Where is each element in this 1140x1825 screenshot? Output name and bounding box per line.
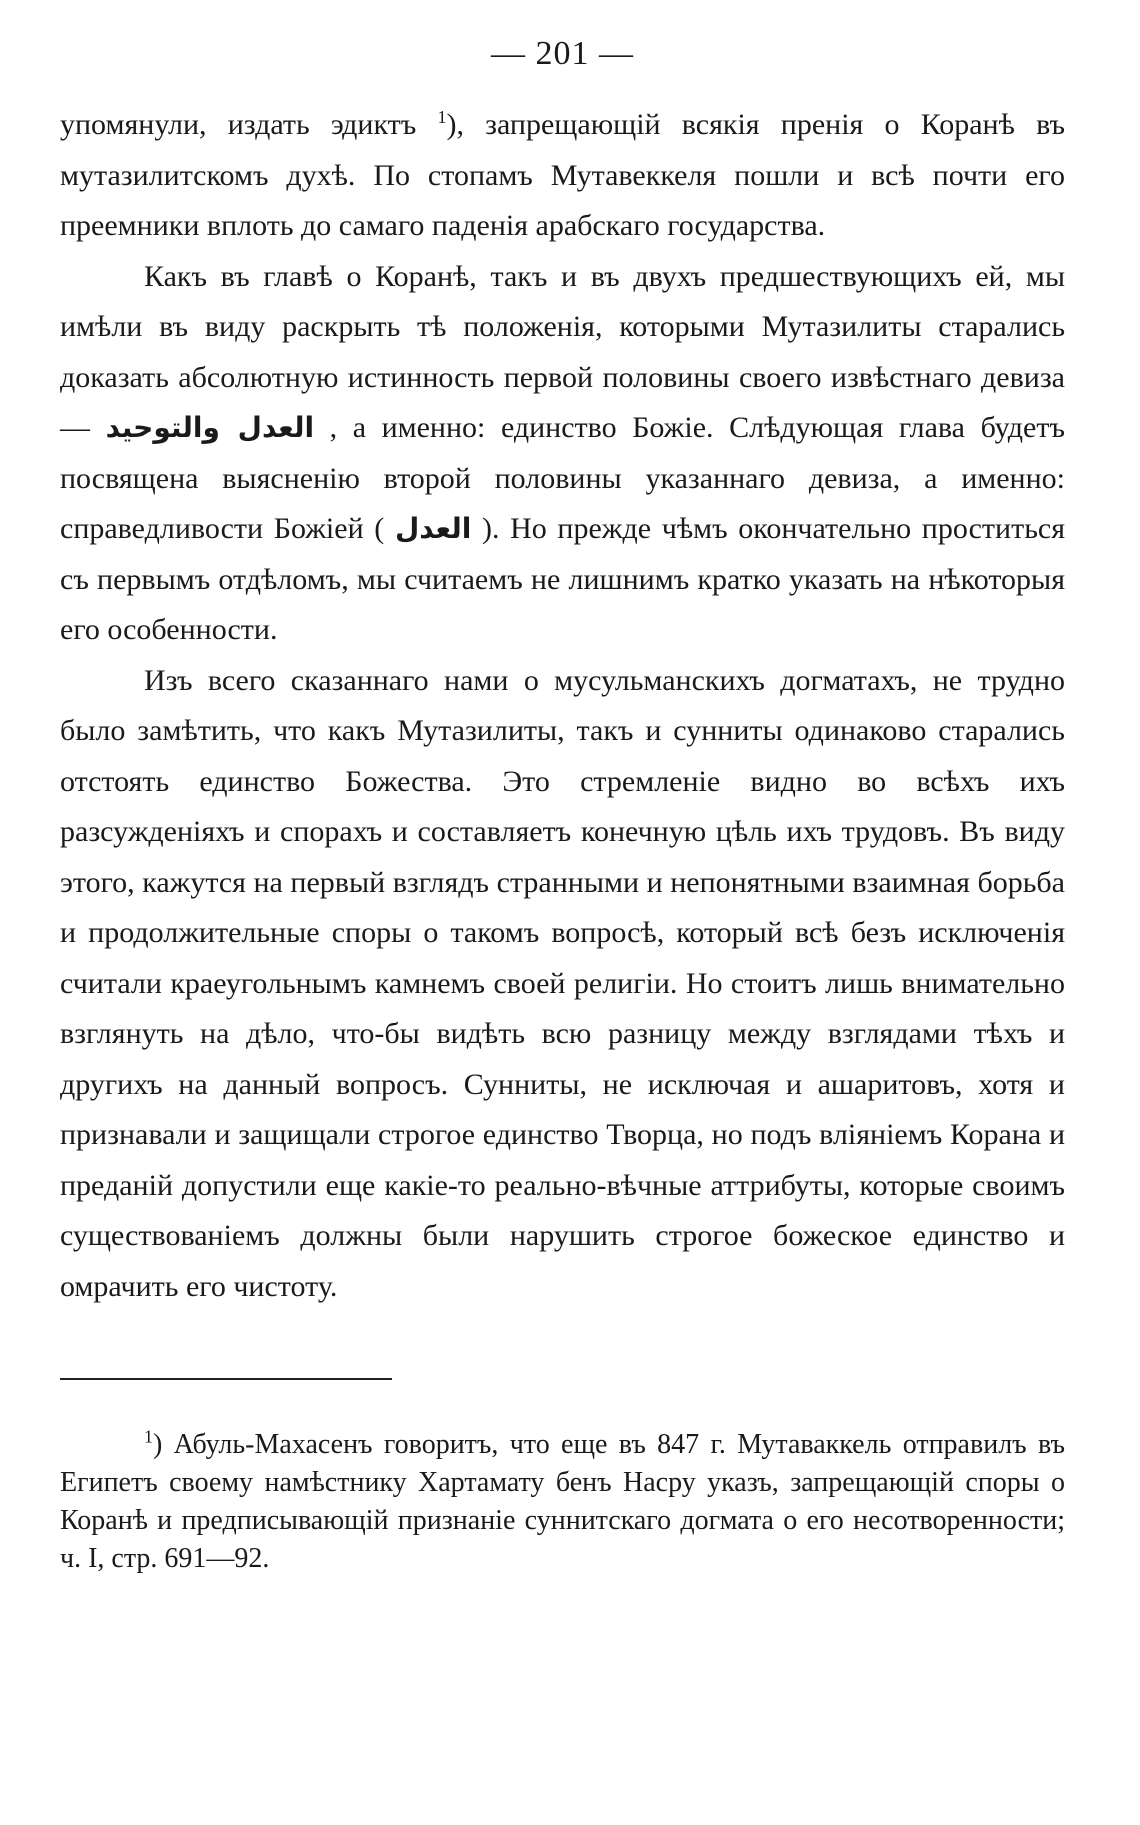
paragraph-2-text-c: ). Но прежде чѣмъ окончательно проститься съ первымъ отдѣломъ, мы считаемъ не лишнимъ кратко указать на нѣкоторыя его особенности. xyxy=(60,512,1065,646)
footnote-marker: 1 xyxy=(144,1426,153,1447)
book-page xyxy=(60,30,1065,1578)
paragraph-1-text-cont: ), запрещающій всякія пренія о Коранѣ въ мутазилитскомъ духѣ. По стопамъ Мутавеккеля пошли и всѣ почти его преемники вплоть до самаго паденія арабскаго государства. xyxy=(60,108,1065,242)
paragraph-2-text-b: , а именно: единство Божіе. Слѣдующая глава будетъ посвящена выясненію второй половины указаннаго девиза, а именно: справедливости Божіей ( xyxy=(60,411,1065,545)
footnote xyxy=(60,1426,1065,1578)
footnote-reference: 1 xyxy=(437,107,447,127)
paragraph-2 xyxy=(60,252,1065,656)
page-number: — 201 — xyxy=(491,35,634,72)
footnote-divider xyxy=(60,1378,392,1380)
paragraph-1-text: упомянули, издать эдиктъ xyxy=(60,108,438,141)
paragraph-1 xyxy=(60,100,1065,252)
arabic-motto: العدل والتوحيد xyxy=(105,411,315,444)
paragraph-3: Изъ всего сказаннаго нами о мусульманскихъ догматахъ, не трудно было замѣтить, что какъ Мутазилиты, такъ и сунниты одинаково старались отстоять единство Божества. Это стремленіе видно во всѣхъ ихъ разсужденіяхъ и спорахъ и составляетъ конечную цѣль ихъ трудовъ. Въ виду этого, кажутся на первый взглядъ странными и непонятными взаимная борьба и продолжительные споры о такомъ вопросѣ, который всѣ безъ исключенія считали краеугольнымъ камнемъ своей религіи. Но стоитъ лишь внимательно взглянуть на дѣло, что-бы видѣть всю разницу между взглядами тѣхъ и другихъ на данный вопросъ. Сунниты, не исключая и ашаритовъ, хотя и признавали и защищали строгое единство Творца, но подъ вліяніемъ Корана и преданій допустили еще какіе-то реально-вѣчные аттрибуты, которые своимъ существованіемъ должны были нарушить строгое божеское единство и омрачить его чистоту. xyxy=(60,663,1065,1303)
arabic-justice: العدل xyxy=(394,512,472,545)
footnote-text: ) Абуль-Махасенъ говоритъ, что еще въ 847 г. Мутаваккель отправилъ въ Египетъ своему намѣстнику Хартамату бенъ Насру указъ, запрещающій споры о Коранѣ и предписывающій признаніе суннитскаго догмата о его несотворенности; ч. I, стр. 691—92. xyxy=(60,1429,1065,1574)
paragraph-2-text-a: Какъ въ главѣ о Коранѣ, такъ и въ двухъ предшествующихъ ей, мы имѣли въ виду раскрыть тѣ положенія, которыми Мутазилиты старались доказать абсолютную истинность первой половины своего извѣстнаго девиза — xyxy=(60,259,1065,444)
